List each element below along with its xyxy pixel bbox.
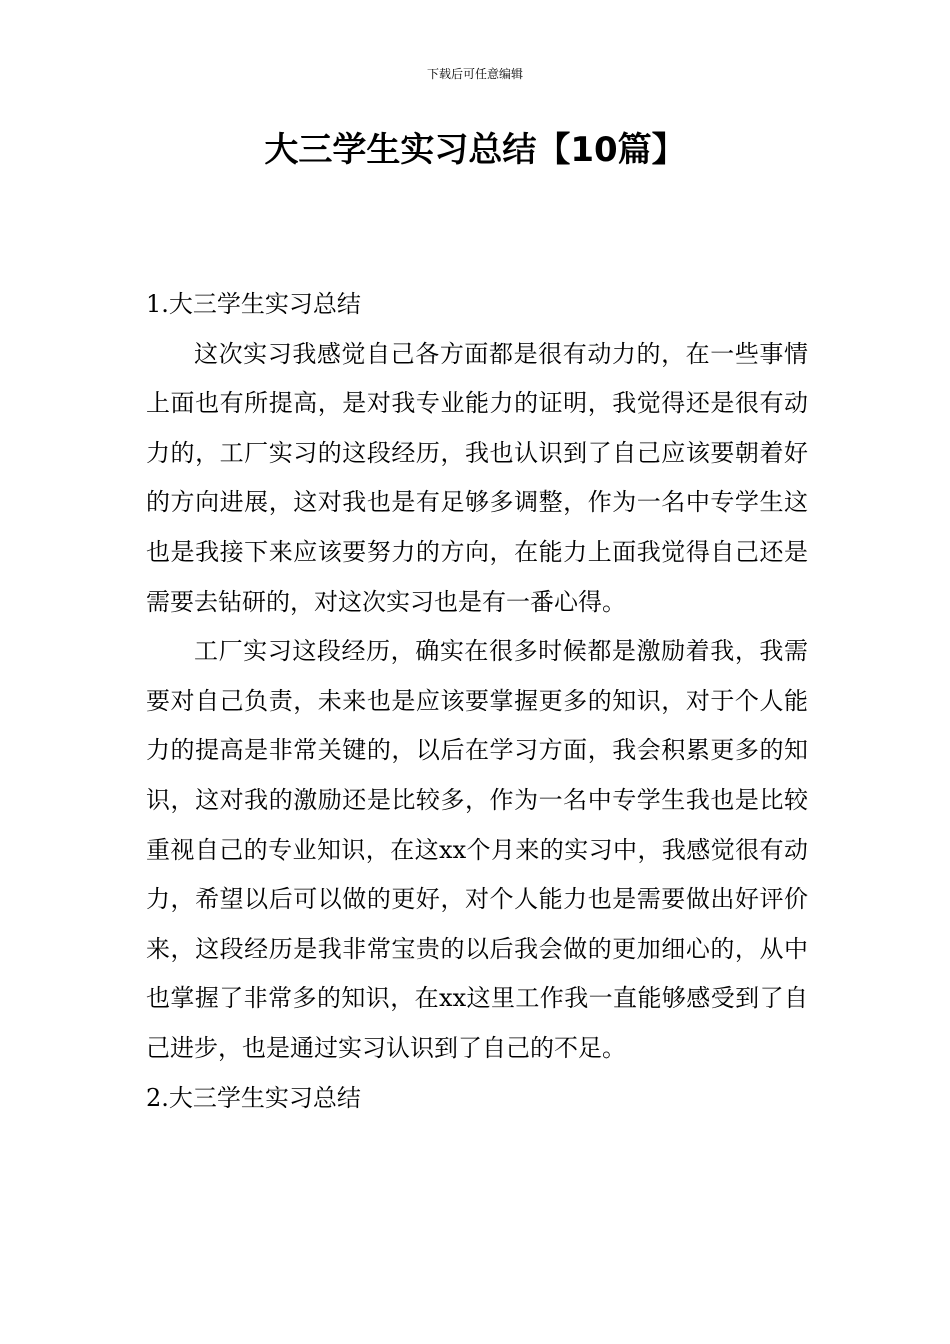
document-title: 大三学生实习总结【10篇】 bbox=[264, 130, 686, 170]
section-heading: 1.大三学生实习总结 bbox=[146, 290, 361, 318]
paragraph: 工厂实习这段经历，确实在很多时候都是激励着我，我需要对自己负责，未来也是应该要掌握更多的知识，对于个人能力的提高是非常关键的，以后在学习方面，我会积累更多的知识，这对我的激励还是比较多，作为一名中专学生我也是比较重视自己的专业知识，在这xx个月来的实习中，我感觉很有动力，希望以后可以做的更好，对个人能力也是需要做出好评价来，这段经历是我非常宝贵的以后我会做的更加细心的，从中也掌握了非常多的知识，在xx这里工作我一直能够感受到了自己进步，也是通过实习认识到了自己的不足。 bbox=[146, 637, 808, 1062]
paragraph: 这次实习我感觉自己各方面都是很有动力的，在一些事情上面也有所提高，是对我专业能力的证明，我觉得还是很有动力的，工厂实习的这段经历，我也认识到了自己应该要朝着好的方向进展，这对我也是有足够多调整，作为一名中专学生这也是我接下来应该要努力的方向，在能力上面我觉得自己还是需要去钻研的，对这次实习也是有一番心得。 bbox=[146, 339, 808, 616]
section-1 bbox=[146, 280, 808, 1074]
section-2 bbox=[146, 1074, 808, 1124]
section-heading: 2.大三学生实习总结 bbox=[146, 1083, 361, 1112]
header-note: 下载后可任意编辑 bbox=[426, 67, 523, 81]
document-body bbox=[146, 280, 808, 1123]
